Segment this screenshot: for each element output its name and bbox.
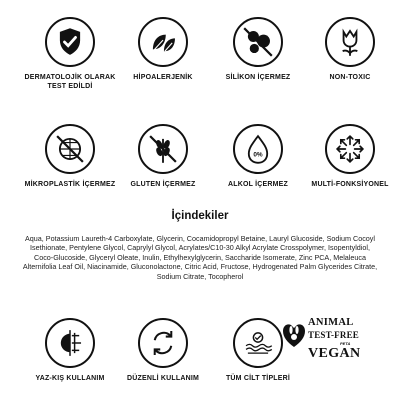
badge-gluten-free <box>113 124 213 189</box>
badge-label: TÜM CİLT TİPLERİ <box>225 375 291 382</box>
ingredients-heading: İçindekiler <box>171 210 229 222</box>
animal-test-free-vegan-logo <box>282 314 361 376</box>
no-microplastic-icon <box>45 124 95 174</box>
alcohol-percent-text: 0% <box>253 151 263 159</box>
badge-label: YAZ-KIŞ KULLANIM <box>35 375 105 382</box>
badge-dermatologically-tested <box>20 17 120 91</box>
badge-label: ALKOL İÇERMEZ <box>227 181 289 188</box>
vegan-logo-line2: TEST-FREE <box>308 330 359 340</box>
badge-silicone-free <box>208 17 308 82</box>
vegan-logo-line1: ANIMAL <box>308 317 354 328</box>
badge-label: GLUTEN İÇERMEZ <box>130 181 196 188</box>
badge-label: MULTİ-FONKSİYONEL <box>311 181 389 188</box>
alcohol-free-drop-icon <box>233 124 283 174</box>
badge-label: NON-TOXIC <box>329 74 371 81</box>
badge-regular-use <box>113 318 213 383</box>
sun-snowflake-icon <box>45 318 95 368</box>
bunny-icon <box>282 318 306 348</box>
vegan-logo-line3: VEGAN <box>308 346 361 361</box>
no-silicone-icon <box>233 17 283 67</box>
badge-hypoallergenic <box>113 17 213 82</box>
leaves-icon <box>138 17 188 67</box>
checkmark-shield-icon <box>45 17 95 67</box>
badge-label: HİPOALERJENİK <box>133 74 193 81</box>
badge-multi-functional <box>300 124 400 189</box>
multi-arrows-icon <box>325 124 375 174</box>
badge-label: DERMATOLOJİK OLARAK TEST EDİLDİ <box>24 74 116 90</box>
badge-label: DÜZENLİ KULLANIM <box>126 375 200 382</box>
ingredients-list: Aqua, Potassium Laureth-4 Carboxylate, Glycerin, Cocamidopropyl Betaine, Lauryl Glucoside, Sodium Cocoyl Isethionate, Pentylene Glycol, Caprylyl Glycol, Acrylates/C10-30 Alkyl Acrylate Crosspolymer, Isopentyldiol, Coco-Glucoside, Glyceryl Oleate, Inulin, Ethylhexylglycerin, Saccharide Isomerate, Zinc PCA, Melaleuca Alternifolia Leaf Oil, Niacinamide, Gluconolactone, Citric Acid, Fructose, Hydrogenated Palm Glycerides Citrate, Sodium Citrate, Tocopherol <box>22 234 378 281</box>
vegan-logo-small: PETA <box>340 341 351 346</box>
no-gluten-icon <box>138 124 188 174</box>
badge-summer-winter-use <box>20 318 120 383</box>
tulip-icon <box>325 17 375 67</box>
badge-label: MİKROPLASTİK İÇERMEZ <box>24 181 116 188</box>
badge-label: SİLİKON İÇERMEZ <box>225 74 291 81</box>
badge-alcohol-free <box>208 124 308 189</box>
badge-microplastic-free <box>20 124 120 189</box>
badge-non-toxic <box>300 17 400 82</box>
skin-layers-icon <box>233 318 283 368</box>
refresh-cycle-icon <box>138 318 188 368</box>
